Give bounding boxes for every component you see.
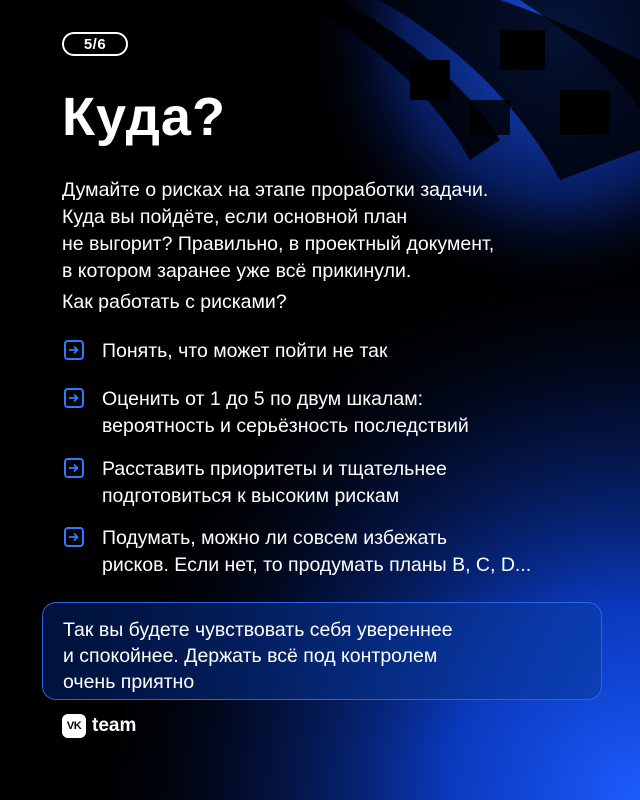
list-item-line: вероятность и серьёзность последствий — [102, 415, 469, 437]
intro-line: не выгорит? Правильно, в проектный документ, — [62, 233, 495, 255]
intro-line: Думайте о рисках на этапе проработки задачи. — [62, 179, 489, 201]
intro-paragraph — [62, 177, 582, 285]
page-counter: 5/6 — [83, 35, 107, 53]
list-item — [64, 338, 388, 365]
callout-line: Так вы будете чувствовать себя увереннее — [63, 619, 453, 641]
arrow-right-box-icon — [64, 340, 84, 360]
callout-line: очень приятно — [63, 671, 195, 693]
list-item-line: Понять, что может пойти не так — [102, 340, 388, 362]
list-item — [64, 386, 469, 440]
list-item-line: Подумать, можно ли совсем избежать — [102, 527, 448, 549]
brand-name: team — [92, 715, 137, 736]
list-item-line: Оценить от 1 до 5 по двум шкалам: — [102, 388, 424, 410]
callout-box — [42, 602, 602, 700]
list-item-line: Расставить приоритеты и тщательнее — [102, 458, 447, 480]
callout-text — [63, 617, 453, 695]
arrow-right-box-icon — [64, 458, 84, 478]
intro-line: в котором заранее уже всё прикинули. — [62, 260, 412, 282]
list-item-line: подготовиться к высоким рискам — [102, 485, 400, 507]
list-item-text — [102, 338, 388, 365]
section-question: Как работать с рисками? — [62, 291, 287, 313]
page-counter-badge — [62, 32, 128, 56]
arrow-right-box-icon — [64, 388, 84, 408]
intro-line: Куда вы пойдёте, если основной план — [62, 206, 408, 228]
brand-logo — [62, 714, 136, 738]
callout-line: и спокойнее. Держать всё под контролем — [63, 645, 438, 667]
arrow-right-box-icon — [64, 527, 84, 547]
list-item-text — [102, 525, 531, 579]
list-item-text — [102, 386, 469, 440]
list-item-line: рисков. Если нет, то продумать планы B, C, D... — [102, 554, 532, 576]
page-title: Куда? — [62, 87, 226, 147]
list-item — [64, 525, 531, 579]
list-item — [64, 456, 447, 510]
vk-logo-icon: VK — [62, 714, 86, 738]
list-item-text — [102, 456, 447, 510]
